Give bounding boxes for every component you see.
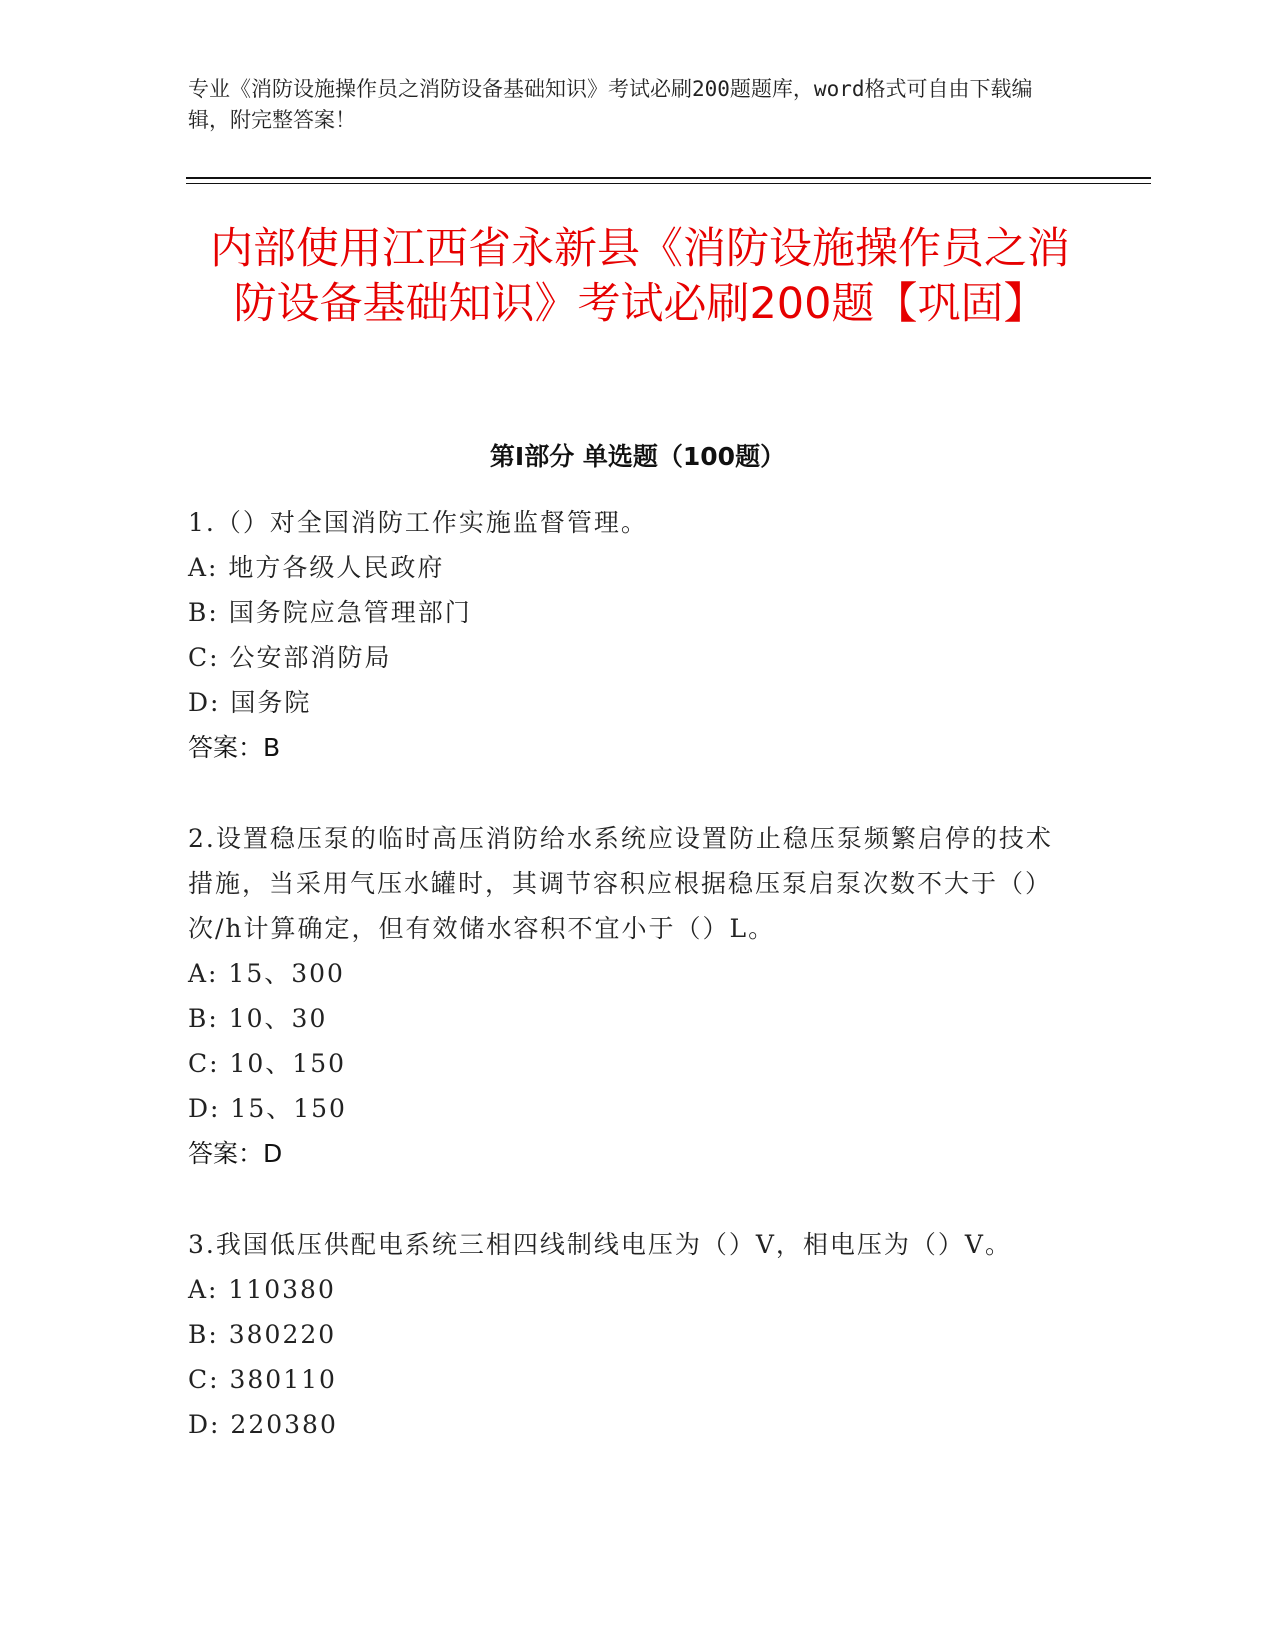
- option-d: D: 国务院: [188, 688, 312, 717]
- question-stem: 2.设置稳压泵的临时高压消防给水系统应设置防止稳压泵频繁启停的技术措施，当采用气压水罐时，其调节容积应根据稳压泵启泵次数不大于（）次/h计算确定，但有效储水容积不宜小于（）L。: [188, 824, 1053, 943]
- question-stem: 3.我国低压供配电系统三相四线制线电压为（）V，相电压为（）V。: [188, 1230, 1012, 1259]
- option-a: A: 地方各级人民政府: [188, 553, 445, 582]
- option-a: A: 110380: [188, 1275, 336, 1304]
- question-stem: 1.（）对全国消防工作实施监督管理。: [188, 508, 648, 537]
- question-3: [188, 1222, 1068, 1447]
- option-b: B: 国务院应急管理部门: [188, 598, 472, 627]
- header-divider-thin: [186, 183, 1151, 184]
- document-title: 内部使用江西省永新县《消防设施操作员之消防设备基础知识》考试必刷200题【巩固】: [210, 224, 1070, 329]
- question-1: [188, 500, 1068, 770]
- option-c: C: 10、150: [188, 1049, 347, 1078]
- option-a: A: 15、300: [188, 959, 345, 988]
- option-b: B: 380220: [188, 1320, 337, 1349]
- answer: 答案：D: [188, 1139, 283, 1168]
- option-c: C: 380110: [188, 1365, 337, 1394]
- option-b: B: 10、30: [188, 1004, 328, 1033]
- header-note: 专业《消防设施操作员之消防设备基础知识》考试必刷200题题库，word格式可自由下载编辑，附完整答案！: [188, 77, 1033, 132]
- header-divider-thick: [186, 177, 1151, 179]
- option-d: D: 220380: [188, 1410, 338, 1439]
- section-title: 第I部分 单选题（100题）: [489, 442, 786, 471]
- option-c: C: 公安部消防局: [188, 643, 392, 672]
- option-d: D: 15、150: [188, 1094, 347, 1123]
- answer: 答案：B: [188, 733, 281, 762]
- question-2: [188, 816, 1068, 1176]
